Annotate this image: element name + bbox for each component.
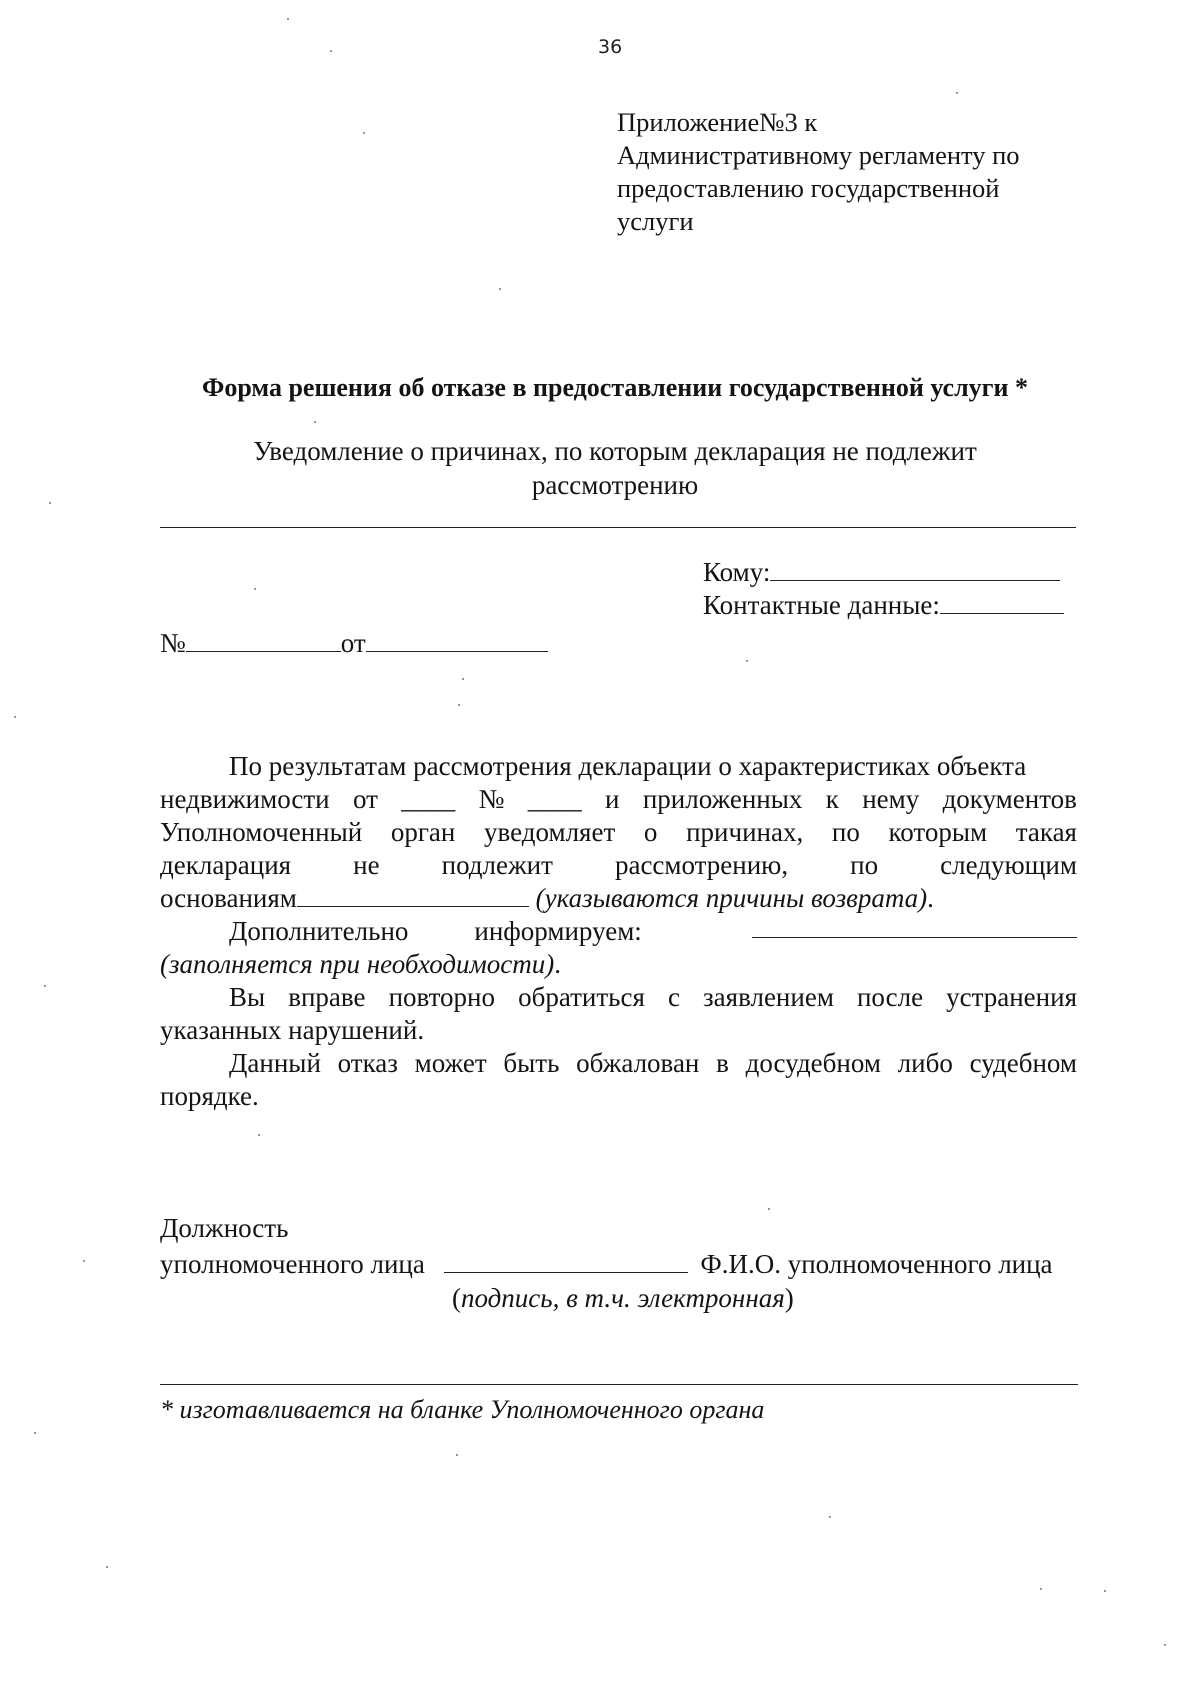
scan-speck [314,421,316,423]
word: может [414,1048,487,1078]
scan-speck [287,18,289,20]
recipient-to-field [703,556,1060,588]
scan-speck [746,660,748,662]
scan-speck [499,288,501,290]
word: Уполномоченный [160,817,363,847]
word: по [831,817,860,847]
scan-speck [83,1260,85,1262]
word: устранения [946,982,1077,1012]
number-date-field [160,627,548,659]
scan-speck [363,132,365,134]
word: с [667,982,680,1012]
appendix-line: услуги [617,206,694,236]
appendix-line: предоставлению государственной [617,173,1000,203]
body-line [160,882,1077,915]
word: повторно [388,982,495,1012]
word: быть [503,1048,560,1078]
word: подлежит [441,850,553,880]
word: документов [942,784,1077,814]
form-title: Форма решения об отказе в предоставлении государственной услуги * [202,373,1028,402]
scan-speck [44,985,46,987]
date-label: от [340,628,366,658]
contact-data-field [703,589,1064,621]
body-line [160,981,1077,1014]
hint-text: (указываются причины возврата) [535,883,928,913]
scan-speck [14,716,16,718]
appendix-line: Приложение№3 к [617,107,818,137]
blank-field[interactable]: ____ [527,784,582,814]
appendix-header [617,106,1020,238]
word: орган [390,817,456,847]
scan-speck [458,704,460,706]
word: № [478,784,505,814]
scan-speck [330,50,332,52]
word: от [352,784,378,814]
body-line [160,1047,1077,1080]
official-name-label: Ф.И.О. уполномоченного лица [700,1249,1053,1279]
word: досудебном [745,1048,881,1078]
word: нему [862,784,920,814]
contact-data-label: Контактные данные: [703,590,940,620]
word: по [850,850,879,880]
word: информируем: [474,916,642,946]
word: Данный [229,1048,321,1078]
signature-note [160,1282,1053,1314]
body-line [160,783,1077,816]
word: недвижимости [160,784,330,814]
contact-data-blank[interactable] [940,591,1064,614]
hint-text: (заполняется при необходимости) [160,949,555,979]
recipient-to-blank[interactable] [770,558,1060,581]
punctuation: . [554,949,562,979]
scan-speck [254,588,256,590]
word: отказ [337,1048,398,1078]
signature-line [160,1246,1053,1282]
word: в [716,1048,729,1078]
word: о [643,817,658,847]
official-label: уполномоченного лица [160,1249,425,1279]
blank-field[interactable]: ____ [401,784,456,814]
word: судебном [969,1048,1077,1078]
scan-speck [956,92,958,94]
number-blank[interactable] [186,629,341,652]
word: основаниям [160,883,297,913]
word: которым [888,817,988,847]
word: Дополнительно [229,916,409,946]
scan-speck [49,502,51,504]
number-label: № [160,628,186,658]
notice-title [0,434,1200,502]
scan-speck [106,1566,108,1568]
word: не [353,850,380,880]
body-line: указанных нарушений. [160,1015,425,1045]
scan-speck [34,1432,36,1434]
signature-block [160,1210,1053,1314]
body-line: порядке. [160,1081,259,1111]
word: приложенных [642,784,803,814]
body-line [160,948,1077,981]
word: либо [897,1048,953,1078]
notice-title-line: Уведомление о причинах, по которым декларация не подлежит [253,436,977,466]
scan-speck [768,1208,770,1210]
scan-speck [258,1134,260,1136]
grounds-blank[interactable] [297,884,529,907]
punctuation: ( [452,1283,461,1313]
body-line: По результатам рассмотрения декларации о характеристиках объекта [229,751,1027,781]
word: обратиться [518,982,645,1012]
word: уведомляет [484,817,616,847]
footnote-divider [160,1384,1078,1385]
notice-body [160,750,1077,1113]
word: причинах, [686,817,804,847]
scan-speck [1040,1588,1042,1590]
word: к [825,784,839,814]
appendix-line: Административному регламенту по [617,140,1020,170]
body-line [160,915,1077,948]
recipient-to-label: Кому: [703,557,771,587]
word: обжалован [576,1048,700,1078]
scan-speck [456,1454,458,1456]
body-line [160,849,1077,882]
word: такая [1015,817,1077,847]
body-line [160,816,1077,849]
scan-speck [1104,1590,1106,1592]
scan-speck [462,678,464,680]
header-divider [160,527,1076,528]
word: рассмотрению, [614,850,789,880]
notice-title-line: рассмотрению [531,470,699,500]
hint-text: подпись, в т.ч. электронная [461,1283,785,1313]
footnote: * изготавливается на бланке Уполномоченного органа [160,1395,765,1424]
word: заявлением [703,982,834,1012]
punctuation: . [927,883,934,913]
page-number: 36 [598,36,623,58]
scan-speck [829,1516,831,1518]
word: и [605,784,620,814]
word: после [856,982,924,1012]
word: следующим [940,850,1077,880]
punctuation: ) [784,1283,794,1313]
position-label: Должность [160,1213,289,1243]
date-blank[interactable] [366,629,548,652]
additional-info-blank[interactable] [752,915,1077,938]
word: декларация [160,850,292,880]
signature-blank[interactable] [444,1250,688,1273]
word: Вы [229,982,266,1012]
scan-speck [1164,1644,1166,1646]
word: вправе [288,982,366,1012]
